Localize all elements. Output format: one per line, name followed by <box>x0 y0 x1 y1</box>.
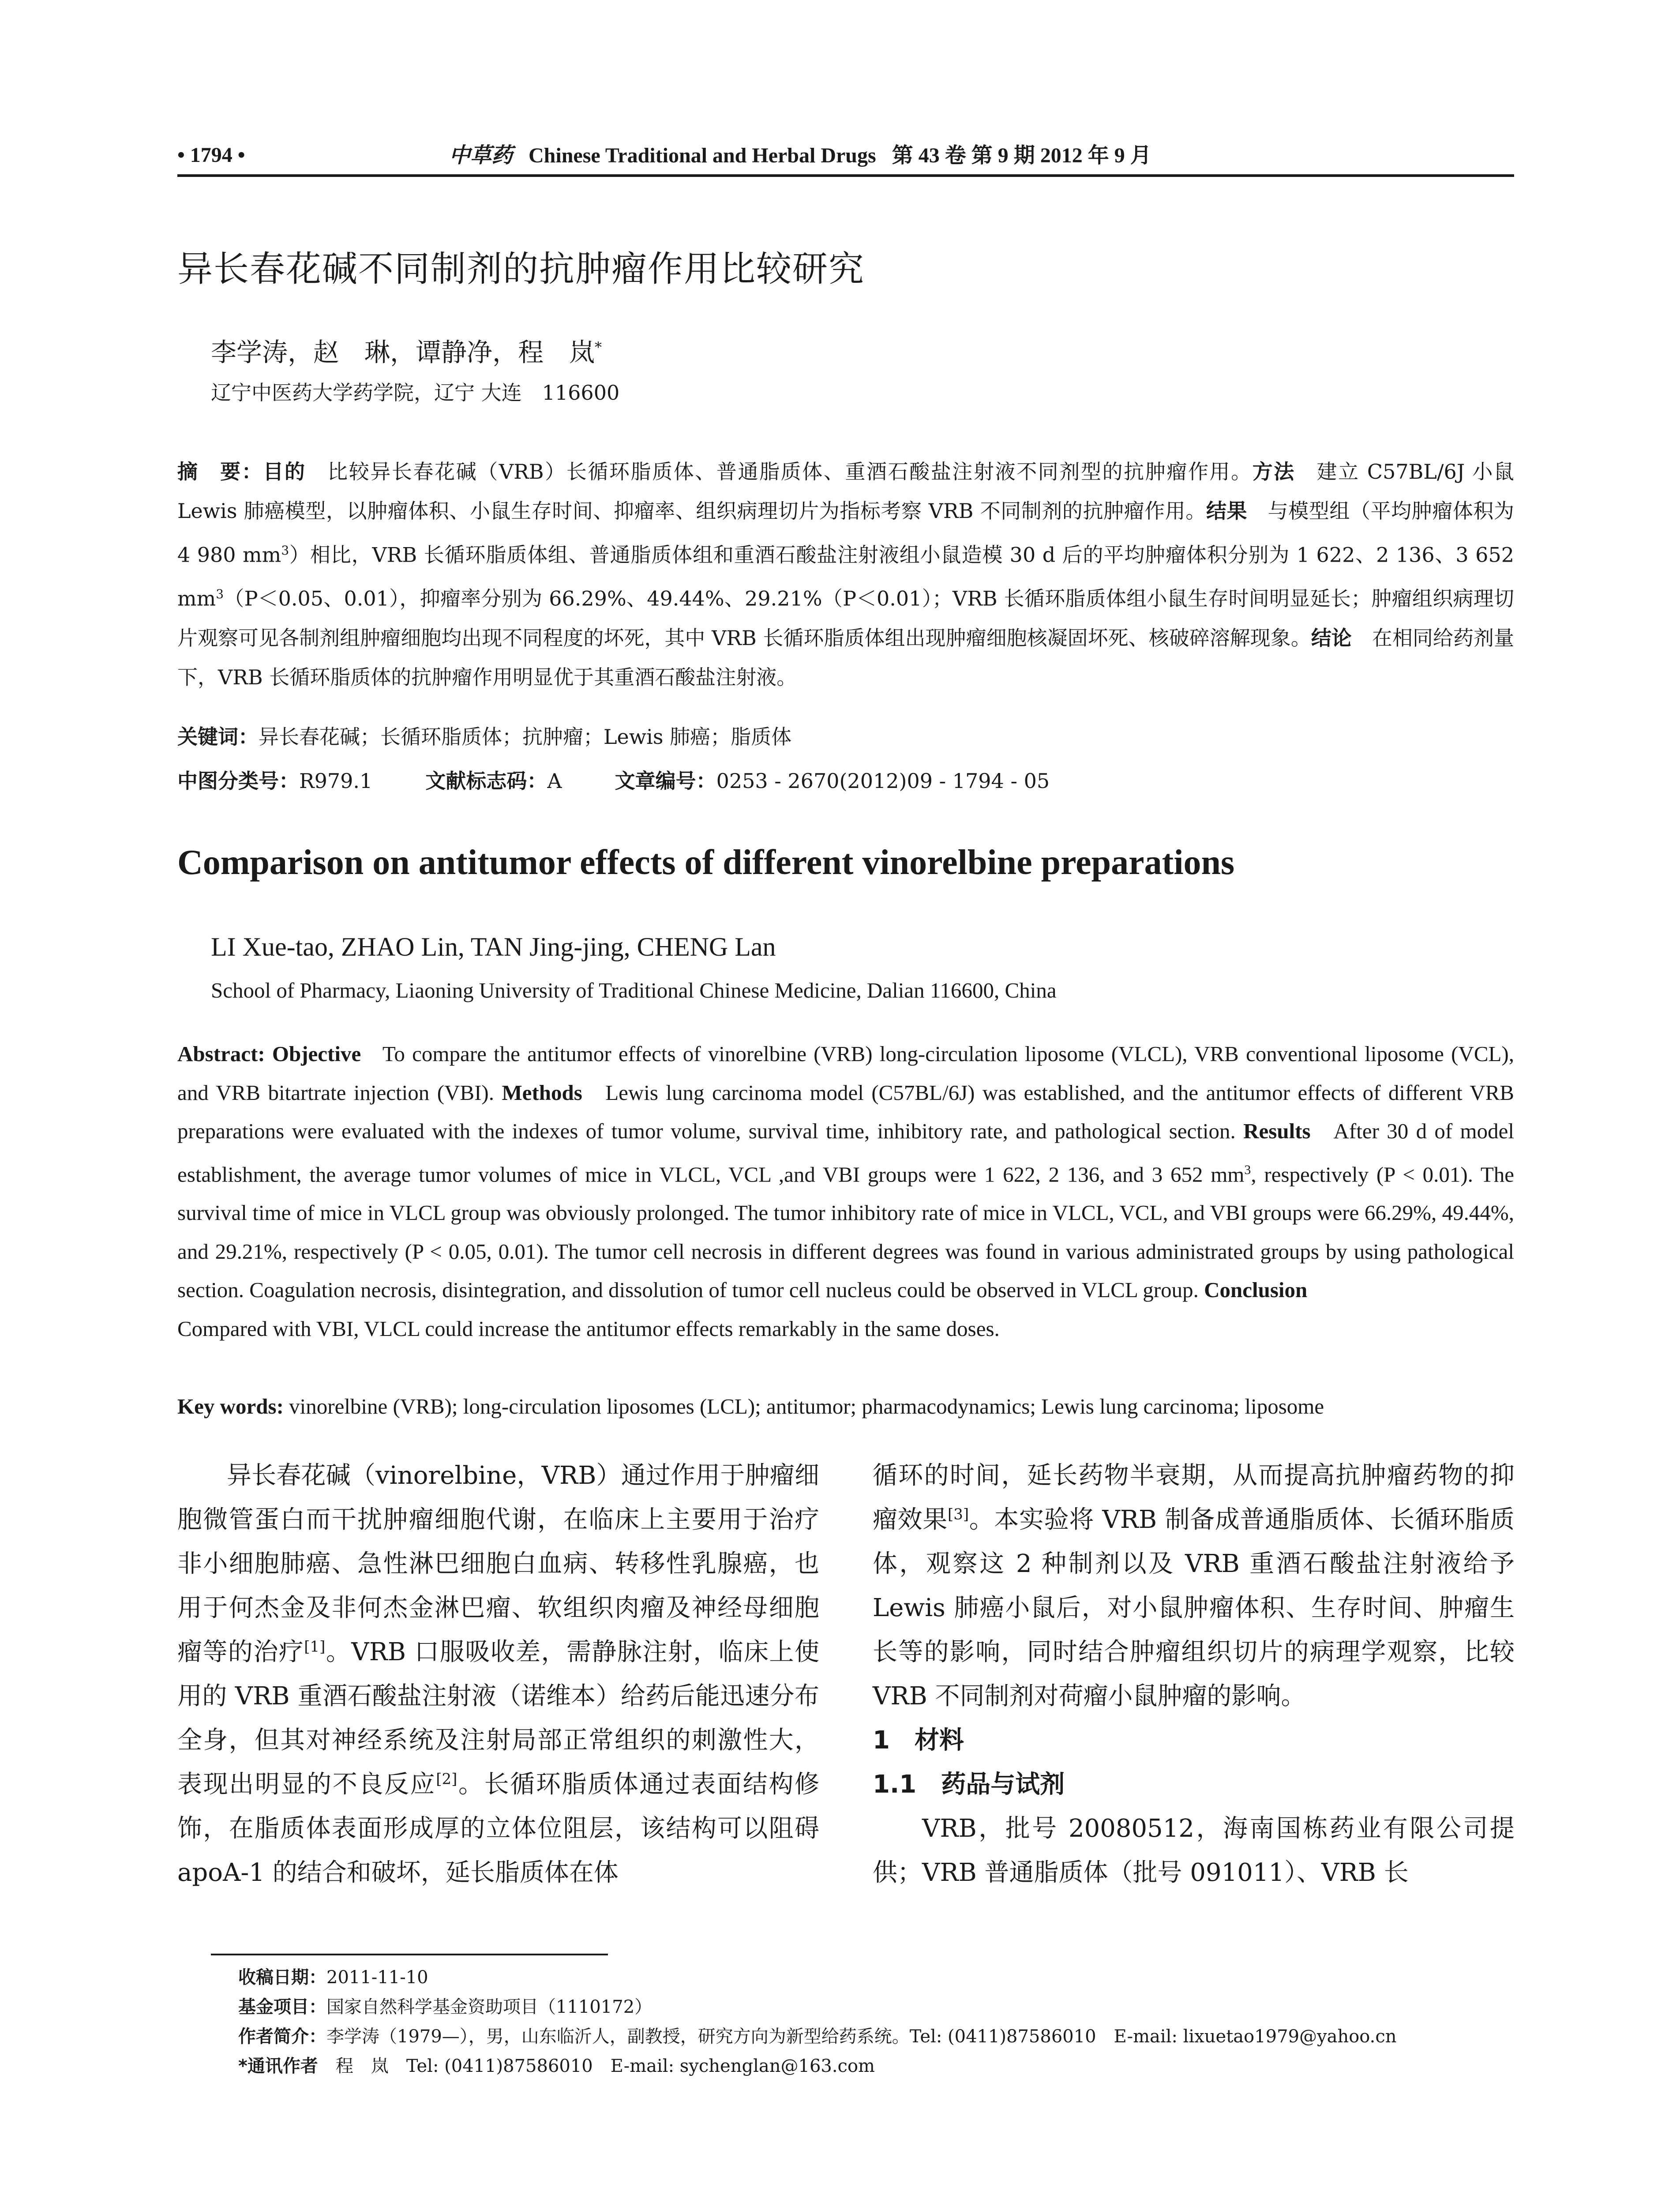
keywords-cn-text: 异长春花碱；长循环脂质体；抗肿瘤；Lewis 肺癌；脂质体 <box>259 725 792 749</box>
keywords-en-text: vinorelbine (VRB); long-circulation liposomes (LCL); antitumor; pharmacodynamics; Lewis lung carcinoma; liposome <box>289 1394 1324 1418</box>
issue-info: 第 43 卷 第 9 期 2012 年 9 月 <box>892 144 1151 167</box>
objective-cn-label: 目的 <box>263 460 306 484</box>
abstract-cn <box>177 452 1514 697</box>
journal-header <box>449 142 1151 169</box>
results-cn-label: 结果 <box>1206 499 1248 523</box>
authors-en: LI Xue-tao, ZHAO Lin, TAN Jing-jing, CHENG Lan <box>211 932 776 961</box>
conclusion-en-label: Conclusion <box>1204 1278 1308 1302</box>
journal-name-en: Chinese Traditional and Herbal Drugs <box>529 144 876 167</box>
results-en-a: After 30 d of model establishment, the average tumor volumes of mice in VLCL, VCL ,and VBI groups were 1 622, 2 136, and 3 652 mm <box>177 1119 1515 1186</box>
abstract-cn-label: 摘 要： <box>177 460 263 484</box>
doc-code-label: 文献标志码： <box>425 769 548 793</box>
section-heading: 1 材料 <box>873 1726 964 1755</box>
corresponding-text: 程 岚 Tel: (0411)87586010 E-mail: sychenglan@163.com <box>335 2056 875 2076</box>
body-paragraph: VRB，批号 20080512，海南国栋药业有限公司提供；VRB 普通脂质体（批号 091011）、VRB 长 <box>873 1814 1515 1887</box>
abstract-en-label: Abstract: Objective <box>177 1042 361 1066</box>
article-title-en: Comparison on antitumor effects of different vinorelbine preparations <box>177 843 1235 882</box>
class-value: R979.1 <box>299 769 373 793</box>
body-column-left <box>177 1454 819 1895</box>
footnote-corresponding <box>238 2054 875 2078</box>
results-en-b: , respectively (P < 0.01). The survival time of mice in VLCL group was obviously prolonged. The tumor inhibitory rate of mice in VLCL, VCL, and VBI groups were 66.29%, 49.44%, and 29.21%, respectively (P < 0.05, 0.01). The tumor cell necrosis in different degrees was found in various administrated groups by using pathological section. Coagulation necrosis, disintegration, and dissolution of tumor cell nucleus could be observed in VLCL group. <box>177 1162 1514 1302</box>
results-cn-a: 与模型组（平均肿瘤体积为 4 980 mm <box>177 499 1514 567</box>
results-en-label: Results <box>1243 1119 1311 1143</box>
corresponding-label: *通讯作者 <box>238 2056 318 2076</box>
results-cn-sup-a: 3 <box>281 543 289 558</box>
body-paragraph <box>873 1454 1515 1718</box>
keywords-cn <box>177 724 1514 750</box>
objective-cn: 比较异长春花碱（VRB）长循环脂质体、普通脂质体、重酒石酸盐注射液不同剂型的抗肿瘤作用。 <box>327 460 1252 484</box>
results-cn-c: （P＜0.05、0.01），抑瘤率分别为 66.29%、49.44%、29.21%（P＜0.01）；VRB 长循环脂质体组小鼠生存时间明显延长；肿瘤组织病理切片观察可见各制剂组肿瘤细胞均出现不同程度的坏死，其中 VRB 长循环脂质体组出现肿瘤细胞核凝固坏死、核破碎溶解现象。 <box>177 586 1514 650</box>
article-title-cn: 异长春花碱不同制剂的抗肿瘤作用比较研究 <box>177 248 865 289</box>
results-en-sup: 3 <box>1244 1162 1251 1177</box>
methods-en: Lewis lung carcinoma model (C57BL/6J) was established, and the antitumor effects of different VRB preparations were evaluated with the indexes of tumor volume, survival time, inhibitory rate, and pathological section. <box>177 1080 1514 1143</box>
intro-cont-b: 。本实验将 VRB 制备成普通脂质体、长循环脂质体，观察这 2 种制剂以及 VRB 重酒石酸盐注射液给予 Lewis 肺癌小鼠后，对小鼠肿瘤体积、生存时间、肿瘤生长等的影响，同时结合肿瘤组织切片的病理学观察，比较 VRB 不同制剂对荷瘤小鼠肿瘤的影响。 <box>873 1505 1515 1711</box>
page-number: • 1794 • <box>177 143 245 167</box>
citation-ref: [2] <box>436 1770 458 1788</box>
journal-name-cn: 中草药 <box>449 143 513 168</box>
intro-text-a: 异长春花碱（vinorelbine，VRB）通过作用于肿瘤细胞微管蛋白而干扰肿瘤细胞代谢，在临床上主要用于治疗非小细胞肺癌、急性淋巴细胞白血病、转移性乳腺癌，也用于何杰金及非何杰金淋巴瘤、软组织肉瘤及神经母细胞瘤等的治疗 <box>177 1461 819 1666</box>
intro-cont-a: 循环的时间，延长药物半衰期，从而提高抗肿瘤药物的抑瘤效果 <box>873 1461 1515 1534</box>
conclusion-cn: 在相同给药剂量下，VRB 长循环脂质体的抗肿瘤作用明显优于其重酒石酸盐注射液。 <box>177 626 1515 689</box>
methods-en-label: Methods <box>502 1080 582 1105</box>
authors-cn <box>211 332 602 368</box>
header-rule <box>177 174 1514 177</box>
body-column-right <box>873 1454 1515 1895</box>
results-cn-b: ）相比，VRB 长循环脂质体组、普通脂质体组和重酒石酸盐注射液组小鼠造模 30 d 后的平均肿瘤体积分别为 1 622、2 136、3 652 mm <box>177 543 1514 611</box>
affiliation-en: School of Pharmacy, Liaoning University of Traditional Chinese Medicine, Dalian 116600, China <box>211 978 1057 1002</box>
footnote-fund <box>238 1995 652 2019</box>
corresponding-mark: * <box>595 339 602 356</box>
abstract-en <box>177 1035 1514 1348</box>
citation-ref: [3] <box>947 1505 969 1523</box>
conclusion-cn-label: 结论 <box>1311 626 1352 650</box>
methods-cn: 建立 C57BL/6J 小鼠 Lewis 肺癌模型，以肿瘤体积、小鼠生存时间、抑瘤率、组织病理切片为指标考察 VRB 不同制剂的抗肿瘤作用。 <box>177 460 1514 523</box>
objective-en: To compare the antitumor effects of vinorelbine (VRB) long-circulation liposome (VLCL), VRB conventional liposome (VCL), and VRB bitartrate injection (VBI). <box>177 1042 1515 1105</box>
body-paragraph <box>177 1454 819 1895</box>
footnote-rule <box>211 1954 608 1955</box>
keywords-en-label: Key words: <box>177 1394 284 1418</box>
fund-text: 国家自然科学基金资助项目（1110172） <box>326 1997 652 2017</box>
article-number-label: 文章编号： <box>615 769 716 793</box>
keywords-cn-label: 关键词： <box>177 725 259 749</box>
fund-label: 基金项目： <box>238 1997 326 2017</box>
classification-line <box>177 768 1050 794</box>
affiliation-cn: 辽宁中医药大学药学院，辽宁 大连 116600 <box>211 381 620 405</box>
class-label: 中图分类号： <box>177 769 299 793</box>
intro-text-b: 。VRB 口服吸收差，需静脉注射，临床上使用的 VRB 重酒石酸盐注射液（诺维本）给药后能迅速分布全身，但其对神经系统及注射局部正常组织的刺激性大，表现出明显的不良反应 <box>177 1638 819 1799</box>
citation-ref: [1] <box>304 1638 326 1656</box>
subsection-heading: 1.1 药品与试剂 <box>873 1770 1065 1799</box>
received-date: 2011-11-10 <box>326 1967 428 1988</box>
intro-text-c: 。长循环脂质体通过表面结构修饰，在脂质体表面形成厚的立体位阻层，该结构可以阻碍 apoA-1 的结合和破坏，延长脂质体在体 <box>177 1770 820 1887</box>
bio-label: 作者简介： <box>238 2026 326 2047</box>
doc-code-value: A <box>547 769 562 793</box>
bio-text: 李学涛（1979—），男，山东临沂人，副教授，研究方向为新型给药系统。Tel: (0411)87586010 E-mail: lixuetao1979@yahoo.cn <box>326 2026 1397 2047</box>
article-number-value: 0253 - 2670(2012)09 - 1794 - 05 <box>716 769 1050 793</box>
results-cn-sup-b: 3 <box>216 587 224 602</box>
footnote-received <box>238 1966 428 1989</box>
received-label: 收稿日期： <box>238 1967 326 1988</box>
keywords-en <box>177 1391 1514 1422</box>
methods-cn-label: 方法 <box>1252 460 1295 484</box>
conclusion-en: Compared with VBI, VLCL could increase the antitumor effects remarkably in the same doses. <box>177 1316 1000 1341</box>
authors-cn-names: 李学涛，赵 琳，谭静净，程 岚 <box>211 337 595 368</box>
footnote-bio <box>238 2025 1397 2048</box>
